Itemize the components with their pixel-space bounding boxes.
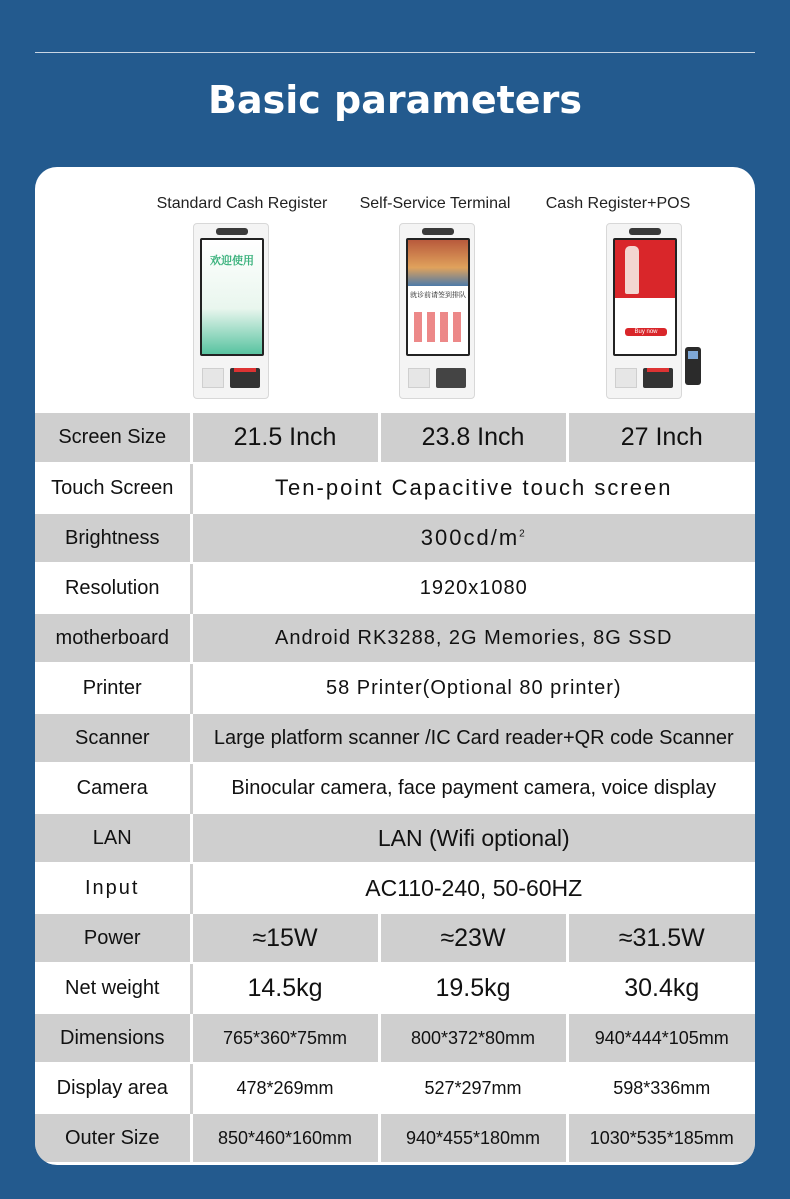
spec-value: ≈31.5W	[567, 913, 755, 963]
spec-value: 527*297mm	[379, 1063, 567, 1113]
spec-value: 14.5kg	[191, 963, 379, 1013]
row-printer	[35, 663, 755, 713]
spec-label: Outer Size	[35, 1113, 191, 1163]
page-title: Basic parameters	[208, 78, 582, 122]
spec-value: 27 Inch	[567, 413, 755, 463]
kiosk-image	[399, 223, 475, 399]
spec-value: ≈15W	[191, 913, 379, 963]
brightness-value: 300cd/m	[420, 525, 520, 550]
spec-value: 21.5 Inch	[191, 413, 379, 463]
product-name: Self-Service Terminal	[359, 195, 511, 212]
row-net-weight	[35, 963, 755, 1013]
spec-value: 478*269mm	[191, 1063, 379, 1113]
product-images	[35, 167, 755, 413]
spec-value: Ten-point Capacitive touch screen	[191, 463, 755, 513]
row-brightness	[35, 513, 755, 563]
row-input	[35, 863, 755, 913]
spec-value: AC110-240, 50-60HZ	[191, 863, 755, 913]
pos-terminal-image	[685, 347, 701, 385]
spec-label: motherboard	[35, 613, 191, 663]
spec-value: Large platform scanner /IC Card reader+QR code Scanner	[191, 713, 755, 763]
spec-card	[35, 167, 755, 1165]
spec-label: Dimensions	[35, 1013, 191, 1063]
spec-value: 1920x1080	[191, 563, 755, 613]
product-name: Cash Register+POS	[545, 195, 691, 212]
screen-text: Buy now	[634, 329, 658, 335]
spec-value: Binocular camera, face payment camera, voice display	[191, 763, 755, 813]
spec-value: Android RK3288, 2G Memories, 8G SSD	[191, 613, 755, 663]
row-screen-size	[35, 413, 755, 463]
spec-value: LAN (Wifi optional)	[191, 813, 755, 863]
row-resolution	[35, 563, 755, 613]
spec-value: 23.8 Inch	[379, 413, 567, 463]
spec-label: Camera	[35, 763, 191, 813]
spec-value: 765*360*75mm	[191, 1013, 379, 1063]
spec-table	[35, 413, 755, 1164]
row-motherboard	[35, 613, 755, 663]
row-touch-screen	[35, 463, 755, 513]
top-divider	[35, 52, 755, 53]
spec-value: 58 Printer(Optional 80 printer)	[191, 663, 755, 713]
row-lan	[35, 813, 755, 863]
spec-value: 850*460*160mm	[191, 1113, 379, 1163]
product-name: Standard Cash Register	[156, 195, 328, 212]
row-camera	[35, 763, 755, 813]
spec-label: Touch Screen	[35, 463, 191, 513]
spec-value: 800*372*80mm	[379, 1013, 567, 1063]
spec-label: Scanner	[35, 713, 191, 763]
kiosk-image	[193, 223, 269, 399]
spec-label: Brightness	[35, 513, 191, 563]
row-scanner	[35, 713, 755, 763]
spec-value: 1030*535*185mm	[567, 1113, 755, 1163]
spec-value	[191, 513, 755, 563]
row-dimensions	[35, 1013, 755, 1063]
row-outer-size	[35, 1113, 755, 1163]
spec-label: Power	[35, 913, 191, 963]
spec-value: 30.4kg	[567, 963, 755, 1013]
screen-text: 就诊前请签到排队	[410, 292, 466, 299]
spec-label: Screen Size	[35, 413, 191, 463]
product-cash-register-pos	[545, 167, 755, 413]
spec-label: LAN	[35, 813, 191, 863]
row-power	[35, 913, 755, 963]
row-display-area	[35, 1063, 755, 1113]
spec-label: Resolution	[35, 563, 191, 613]
spec-label: Net weight	[35, 963, 191, 1013]
spec-label: Input	[35, 863, 191, 913]
spec-value: 940*444*105mm	[567, 1013, 755, 1063]
spec-value: 598*336mm	[567, 1063, 755, 1113]
brightness-exponent: 2	[519, 528, 527, 540]
spec-value: 940*455*180mm	[379, 1113, 567, 1163]
spec-value: ≈23W	[379, 913, 567, 963]
screen-text: 欢迎使用	[210, 255, 254, 267]
spec-label: Display area	[35, 1063, 191, 1113]
kiosk-image	[606, 223, 682, 399]
spec-value: 19.5kg	[379, 963, 567, 1013]
spec-label: Printer	[35, 663, 191, 713]
